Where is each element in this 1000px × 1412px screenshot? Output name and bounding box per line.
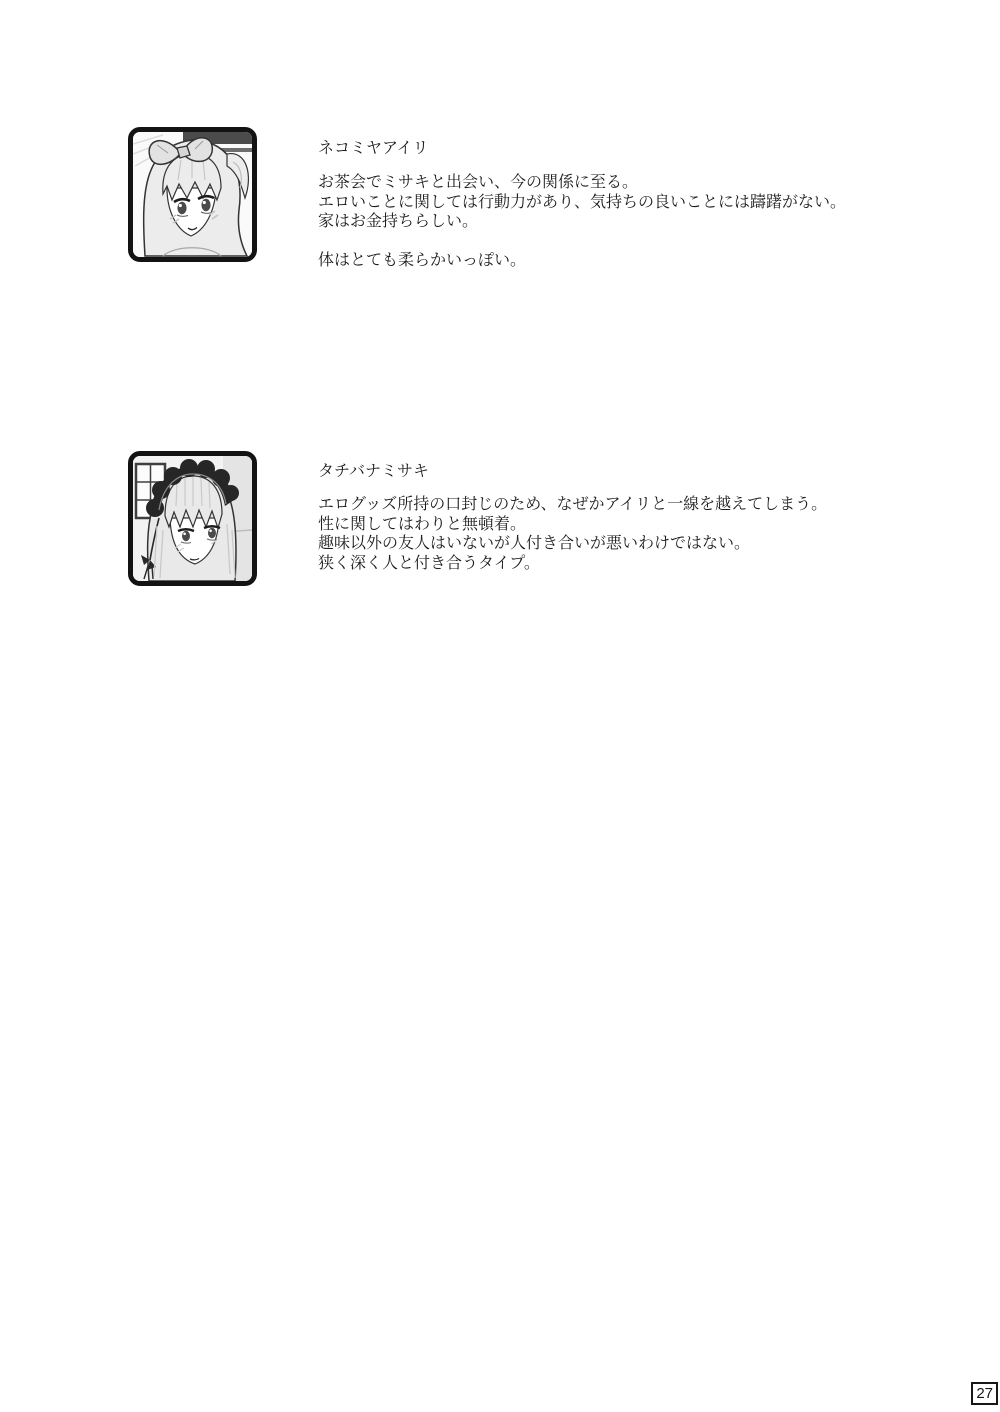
description-line: 性に関してはわりと無頓着。: [318, 515, 527, 533]
character-section-airi: [128, 127, 846, 271]
character-name: ネコミヤアイリ: [318, 140, 429, 157]
description-line: 狭く深く人と付き合うタイプ。: [318, 554, 540, 572]
page-number-value: 27: [976, 1385, 993, 1402]
description-line: 趣味以外の友人はいないが人付き合いが悪いわけではない。: [318, 535, 751, 552]
character-description: [318, 495, 827, 573]
misaki-portrait-drawing: [133, 456, 252, 581]
description-line: 家はお金持ちらしい。: [318, 213, 479, 230]
character-text-airi: [318, 127, 846, 271]
character-text-misaki: [318, 451, 827, 573]
character-portrait-misaki: [128, 451, 257, 586]
page-number: [971, 1382, 998, 1405]
description-line: お茶会でミサキと出会い、今の関係に至る。: [318, 174, 639, 191]
description-line: 体はとても柔らかいっぽい。: [318, 252, 527, 269]
description-line: エログッズ所持の口封じのため、なぜかアイリと一線を越えてしまう。: [318, 496, 828, 513]
character-portrait-airi: [128, 127, 257, 262]
character-section-misaki: [128, 451, 827, 586]
airi-portrait-drawing: [133, 132, 252, 257]
description-line: エロいことに関しては行動力があり、気持ちの良いことには躊躇がない。: [318, 193, 847, 211]
character-name: タチバナミサキ: [318, 463, 430, 480]
character-description: [318, 173, 846, 271]
description-line: [318, 232, 846, 252]
